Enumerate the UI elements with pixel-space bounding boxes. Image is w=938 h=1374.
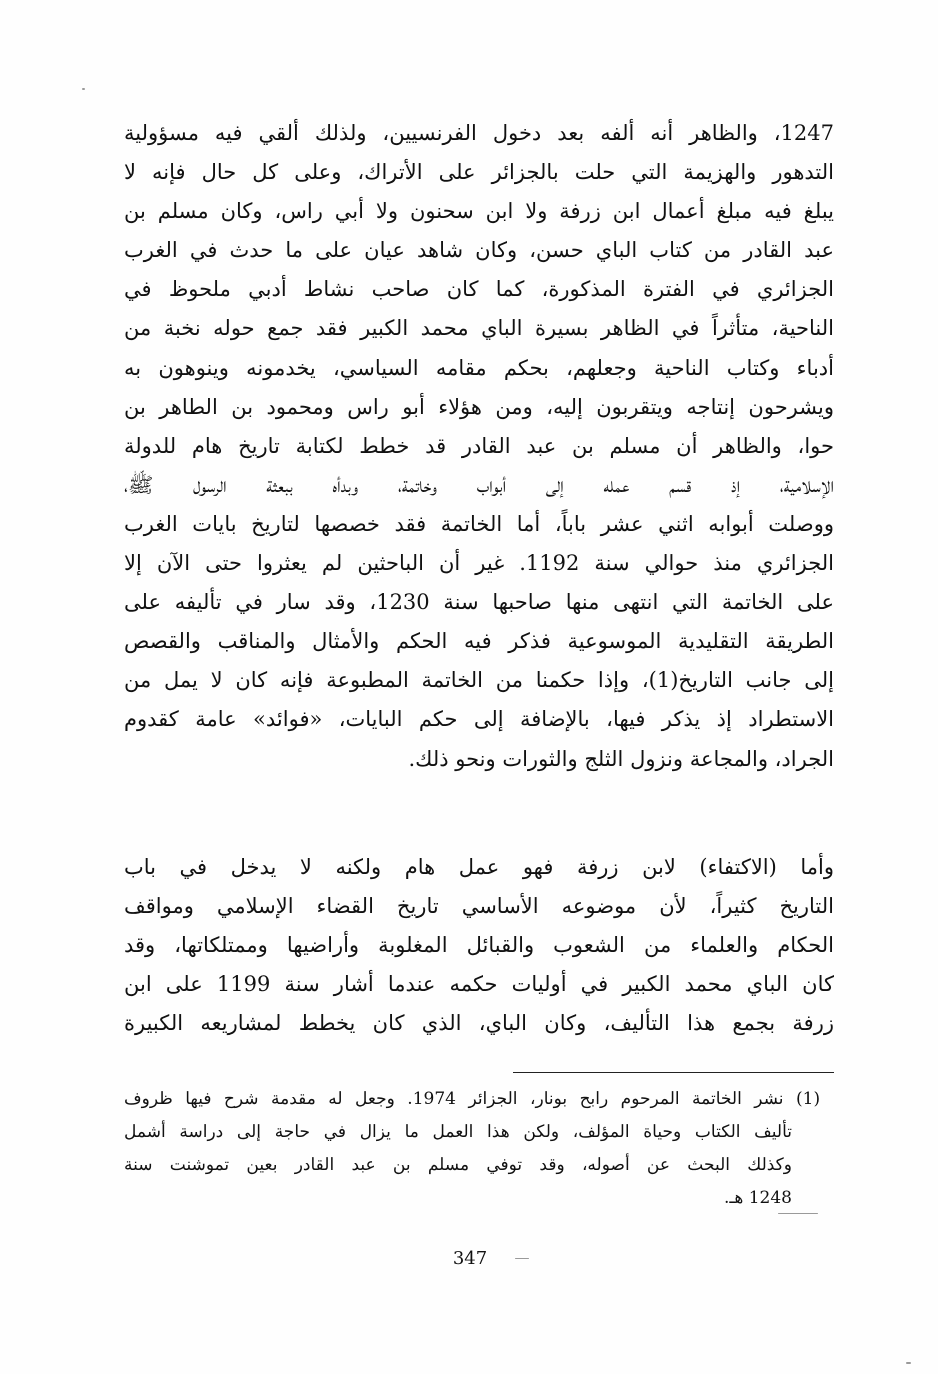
text-line: يبلغ فيه مبلغ أعمال ابن زرفة ولا ابن سحنون ولا أبي راس، وكان مسلم بن <box>124 199 834 224</box>
text-line: ويشرحون إنتاجه ويتقربون إليه، ومن هؤلاء أبو راس ومحمود بن الطاهر بن <box>124 394 834 419</box>
text-line: الطريقة التقليدية الموسوعية فذكر فيه الحكم والأمثال والمناقب والقصص <box>124 629 834 654</box>
footnote-marker: (1) <box>796 1089 821 1109</box>
text-line: ووصلت أبوابه اثني عشر باباً، أما الخاتمة فقد خصصها لتاريخ بايات الغرب <box>124 511 834 536</box>
text-line: الناحية، متأثراً في الظاهر بسيرة الباي محمد الكبير فقد جمع حوله نخبة من <box>124 316 834 341</box>
text-line: الجراد، والمجاعة ونزول الثلج والثورات ونحو ذلك. <box>408 746 834 771</box>
scan-speck <box>82 88 85 90</box>
scan-speck <box>778 1213 818 1214</box>
text-line: زرفة بجمع هذا التأليف، وكان الباي، الذي كان يخطط لمشاريعه الكبيرة <box>124 1011 834 1036</box>
text-line: التاريخ كثيراً، لأن موضوعه الأساسي تاريخ القضاء الإسلامي ومواقف <box>124 894 834 919</box>
text-line: على الخاتمة التي انتهى منها صاحبها سنة 1230، وقد سار في تأليفه على <box>124 590 834 615</box>
footnote-line: 1248 هـ. <box>723 1188 792 1208</box>
footnote-line: وكذلك البحث عن أصوله، وقد توفي مسلم بن عبد القادر بعين تموشنت سنة <box>124 1155 792 1175</box>
text-line: وأما (الاكتفاء) لابن زرفة فهو عمل هام ولكنه لا يدخل في باب <box>124 855 834 879</box>
footnote-line: تأليف الكتاب وحياة المؤلف، ولكن هذا العمل ما يزال في حاجة إلى دراسة أشمل <box>124 1122 792 1142</box>
scan-speck <box>515 1258 529 1259</box>
scan-speck <box>906 1362 911 1364</box>
footnote-line <box>124 1083 834 1116</box>
page-number: 347 <box>452 1248 488 1269</box>
footnote-1 <box>124 1083 834 1215</box>
text-line: حوا، والظاهر أن مسلم بن عبد القادر قد خطط لكتابة تاريخ هام للدولة <box>124 433 834 458</box>
text-line: عبد القادر من كتاب الباي حسن، وكان شاهد عيان على ما حدث في الغرب <box>124 238 834 263</box>
text-line-with-footnote-ref: إلى جانب التاريخ(1)، وإذا حكمنا من الخاتمة المطبوعة فإنه كان لا يمل من <box>124 668 834 693</box>
text-line: كان الباي محمد الكبير في أوليات حكمه عندما أشار سنة 1199 على ابن <box>124 972 834 997</box>
text-line: 1247، والظاهر أنه ألفه بعد دخول الفرنسيين، ولذلك ألقي فيه مسؤولية <box>124 121 834 145</box>
text-line: الجزائري في الفترة المذكورة، كما كان صاحب نشاط أدبي ملحوظ في <box>124 277 834 302</box>
text-line: التدهور والهزيمة التي حلت بالجزائر على الأتراك، وعلى كل حال فإنه لا <box>124 160 834 185</box>
text-line: الإسلامية، إذ قسم عمله إلى أبواب وخاتمة، وبدأه ببعثة الرسول ﷺ، <box>124 472 834 497</box>
paragraph-2 <box>124 848 834 1043</box>
text-line: أدباء وكتاب الناحية وجعلهم، بحكم مقامه السياسي، يخدمونه وينوهون به <box>124 355 834 380</box>
text-line: الاستطراد إذ يذكر فيها، بالإضافة إلى حكم البايات، «فوائد» عامة كقدوم <box>124 707 834 732</box>
footnote-text: نشر الخاتمة المرحوم رابح بونار، الجزائر 1974. وجعل له مقدمة شرح فيها ظروف <box>124 1089 784 1109</box>
footnote-separator <box>513 1072 834 1073</box>
text-line: الجزائري منذ حوالي سنة 1192. غير أن الباحثين لم يعثروا حتى الآن إلا <box>124 551 834 576</box>
text-line: الحكام والعلماء من الشعوب والقبائل المغلوبة وأراضيها وممتلكاتها، وقد <box>124 933 834 958</box>
paragraph-1 <box>124 114 834 779</box>
